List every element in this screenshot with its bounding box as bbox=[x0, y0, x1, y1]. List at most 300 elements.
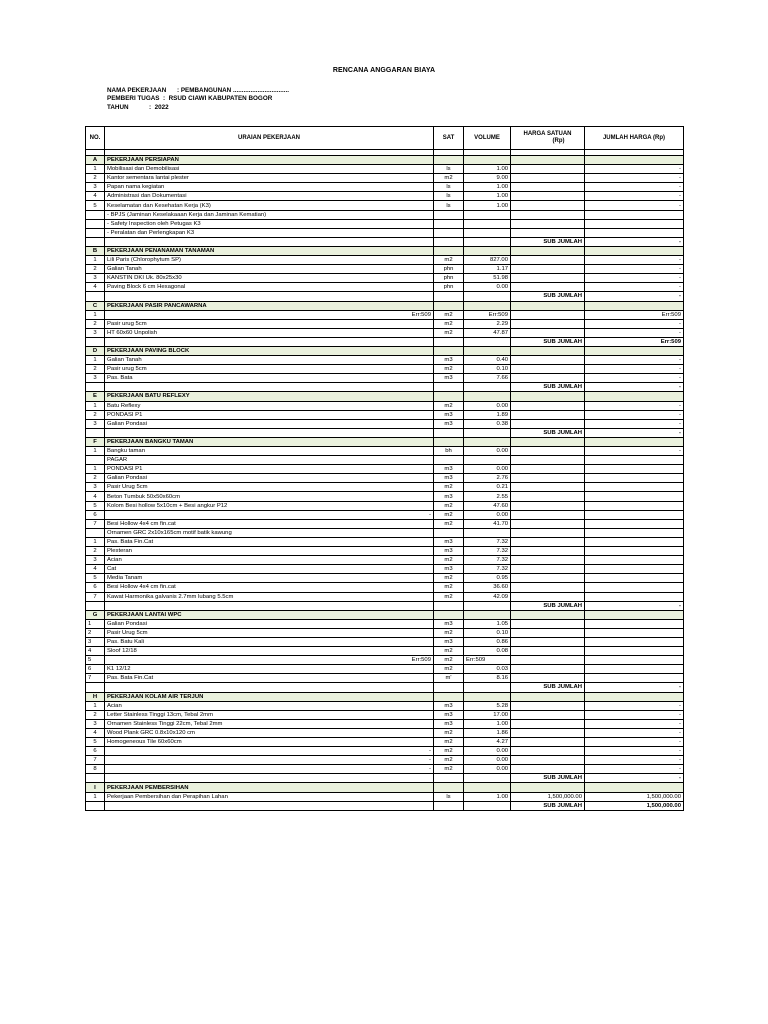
item-number: 5 bbox=[86, 501, 105, 510]
item-unit: m3 bbox=[434, 356, 464, 365]
table-row bbox=[86, 710, 684, 719]
item-volume: 827.00 bbox=[464, 256, 511, 265]
item-unit-price bbox=[511, 192, 585, 201]
table-row bbox=[86, 265, 684, 274]
table-row bbox=[86, 228, 684, 237]
item-description: Pas. Bata bbox=[105, 374, 434, 383]
item-volume: 0.00 bbox=[464, 747, 511, 756]
item-description: Err:509 bbox=[105, 310, 434, 319]
empty-cell bbox=[86, 428, 105, 437]
item-number: 1 bbox=[86, 537, 105, 546]
table-row bbox=[86, 556, 684, 565]
item-total: - bbox=[585, 719, 684, 728]
empty-cell bbox=[105, 428, 434, 437]
item-unit: m2 bbox=[434, 656, 464, 665]
item-total bbox=[585, 519, 684, 528]
item-description: Sloof 12/18 bbox=[105, 647, 434, 656]
item-unit: m2 bbox=[434, 365, 464, 374]
table-row bbox=[86, 647, 684, 656]
item-unit-price bbox=[511, 528, 585, 537]
item-unit: m3 bbox=[434, 710, 464, 719]
item-unit-price bbox=[511, 628, 585, 637]
empty-cell bbox=[511, 692, 585, 701]
item-volume: 0.10 bbox=[464, 365, 511, 374]
section-row bbox=[86, 156, 684, 165]
meta-separator: : bbox=[149, 103, 152, 111]
item-unit-price bbox=[511, 492, 585, 501]
item-unit-price bbox=[511, 374, 585, 383]
item-number: 3 bbox=[86, 419, 105, 428]
item-volume: 47.60 bbox=[464, 501, 511, 510]
item-unit: m3 bbox=[434, 637, 464, 646]
item-description: Pekerjaan Pembersihan dan Perapihan Lahan bbox=[105, 792, 434, 801]
rab-table bbox=[85, 126, 684, 811]
item-number bbox=[86, 210, 105, 219]
item-number: 5 bbox=[86, 656, 105, 665]
item-description: PAGAR bbox=[105, 456, 434, 465]
item-volume: 0.00 bbox=[464, 447, 511, 456]
item-total: - bbox=[585, 747, 684, 756]
item-unit-price bbox=[511, 565, 585, 574]
table-row bbox=[86, 401, 684, 410]
item-number: 1 bbox=[86, 701, 105, 710]
item-unit: m2 bbox=[434, 556, 464, 565]
subtotal-label: SUB JUMLAH bbox=[511, 292, 585, 301]
item-number: 4 bbox=[86, 565, 105, 574]
empty-cell bbox=[86, 601, 105, 610]
item-total bbox=[585, 574, 684, 583]
section-row bbox=[86, 437, 684, 446]
empty-cell bbox=[464, 774, 511, 783]
item-description: Kolom Besi hollow 5x10cm + Besi angkur P12 bbox=[105, 501, 434, 510]
item-number: 4 bbox=[86, 647, 105, 656]
item-unit-price bbox=[511, 465, 585, 474]
table-row bbox=[86, 628, 684, 637]
item-unit: m3 bbox=[434, 701, 464, 710]
empty-cell bbox=[511, 301, 585, 310]
empty-cell bbox=[464, 292, 511, 301]
empty-cell bbox=[434, 301, 464, 310]
empty-cell bbox=[511, 246, 585, 255]
empty-cell bbox=[86, 337, 105, 346]
empty-cell bbox=[434, 437, 464, 446]
item-unit-price bbox=[511, 701, 585, 710]
table-row bbox=[86, 619, 684, 628]
item-unit-price bbox=[511, 256, 585, 265]
section-row bbox=[86, 692, 684, 701]
item-unit-price bbox=[511, 547, 585, 556]
item-unit: m2 bbox=[434, 174, 464, 183]
table-row bbox=[86, 537, 684, 546]
table-row bbox=[86, 219, 684, 228]
item-volume: 1.00 bbox=[464, 719, 511, 728]
table-body bbox=[86, 150, 684, 811]
item-unit: m2 bbox=[434, 665, 464, 674]
item-description: Letter Stainless Tinggi 13cm, Tebal 2mm bbox=[105, 710, 434, 719]
item-unit-price bbox=[511, 265, 585, 274]
table-row bbox=[86, 456, 684, 465]
item-description: Pas. Bata Fin.Cat bbox=[105, 537, 434, 546]
table-row bbox=[86, 483, 684, 492]
item-unit bbox=[434, 528, 464, 537]
item-description: - bbox=[105, 510, 434, 519]
item-unit: m2 bbox=[434, 747, 464, 756]
empty-cell bbox=[585, 783, 684, 792]
subtotal-value: - bbox=[585, 683, 684, 692]
table-row bbox=[86, 501, 684, 510]
subtotal-label: SUB JUMLAH bbox=[511, 801, 585, 810]
item-unit: m2 bbox=[434, 592, 464, 601]
header-jumlah-harga: JUMLAH HARGA (Rp) bbox=[585, 127, 684, 150]
item-number: 3 bbox=[86, 637, 105, 646]
item-number: 1 bbox=[86, 256, 105, 265]
section-title: PEKERJAAN PENANAMAN TANAMAN bbox=[105, 246, 434, 255]
subtotal-value: - bbox=[585, 774, 684, 783]
item-unit-price bbox=[511, 483, 585, 492]
section-row bbox=[86, 610, 684, 619]
item-unit: m3 bbox=[434, 410, 464, 419]
item-description: Cat bbox=[105, 565, 434, 574]
subtotal-row bbox=[86, 383, 684, 392]
item-unit-price bbox=[511, 219, 585, 228]
empty-cell bbox=[511, 610, 585, 619]
empty-cell bbox=[434, 783, 464, 792]
item-number: 3 bbox=[86, 556, 105, 565]
item-volume: 1.89 bbox=[464, 410, 511, 419]
subtotal-label: SUB JUMLAH bbox=[511, 683, 585, 692]
section-row bbox=[86, 392, 684, 401]
table-row bbox=[86, 201, 684, 210]
item-description: Batu Reflexy bbox=[105, 401, 434, 410]
item-unit: m2 bbox=[434, 738, 464, 747]
empty-cell bbox=[464, 783, 511, 792]
meta-value: RSUD CIAWI KABUPATEN BOGOR bbox=[168, 95, 273, 103]
item-volume: 1.05 bbox=[464, 619, 511, 628]
item-number: 1 bbox=[86, 401, 105, 410]
item-number: 1 bbox=[86, 310, 105, 319]
item-unit-price bbox=[511, 274, 585, 283]
item-description: Administrasi dan Dokumentasi bbox=[105, 192, 434, 201]
subtotal-value: 1,500,000.00 bbox=[585, 801, 684, 810]
item-total: - bbox=[585, 419, 684, 428]
item-number: 2 bbox=[86, 410, 105, 419]
item-unit: m2 bbox=[434, 583, 464, 592]
subtotal-label: SUB JUMLAH bbox=[511, 237, 585, 246]
item-description: KANSTIN DKI Uk. 80x25x30 bbox=[105, 274, 434, 283]
item-description: Galian Tanah bbox=[105, 356, 434, 365]
empty-cell bbox=[585, 246, 684, 255]
item-description: Pas. Batu Kali bbox=[105, 637, 434, 646]
item-total: - bbox=[585, 365, 684, 374]
header-volume: VOLUME bbox=[464, 127, 511, 150]
section-title: PEKERJAAN KOLAM AIR TERJUN bbox=[105, 692, 434, 701]
item-total bbox=[585, 647, 684, 656]
item-unit-price: 1,500,000.00 bbox=[511, 792, 585, 801]
empty-cell bbox=[105, 292, 434, 301]
item-number: 2 bbox=[86, 710, 105, 719]
empty-cell bbox=[434, 392, 464, 401]
empty-cell bbox=[434, 801, 464, 810]
table-header-row bbox=[86, 127, 684, 150]
item-number bbox=[86, 456, 105, 465]
table-row bbox=[86, 374, 684, 383]
item-unit: m2 bbox=[434, 628, 464, 637]
section-code: F bbox=[86, 437, 105, 446]
item-description: - bbox=[105, 756, 434, 765]
item-unit-price bbox=[511, 510, 585, 519]
item-unit: bh bbox=[434, 447, 464, 456]
section-title: PEKERJAAN PERSIAPAN bbox=[105, 156, 434, 165]
empty-cell bbox=[464, 156, 511, 165]
item-volume: 7.66 bbox=[464, 374, 511, 383]
item-volume: 4.27 bbox=[464, 738, 511, 747]
item-description: Besi Hollow 4x4 cm fin.cat bbox=[105, 519, 434, 528]
item-unit: m2 bbox=[434, 756, 464, 765]
empty-cell bbox=[434, 601, 464, 610]
section-title: PEKERJAAN PEMBERSIHAN bbox=[105, 783, 434, 792]
item-unit-price bbox=[511, 710, 585, 719]
item-description: K1 12/12 bbox=[105, 665, 434, 674]
item-unit-price bbox=[511, 656, 585, 665]
section-code: C bbox=[86, 301, 105, 310]
item-total: 1,500,000.00 bbox=[585, 792, 684, 801]
item-total bbox=[585, 583, 684, 592]
item-volume: 9.00 bbox=[464, 174, 511, 183]
item-total bbox=[585, 219, 684, 228]
header-no: NO. bbox=[86, 127, 105, 150]
item-description: Besi Hollow 4x4 cm fin.cat bbox=[105, 583, 434, 592]
item-description: PONDASI P1 bbox=[105, 410, 434, 419]
item-unit: m2 bbox=[434, 401, 464, 410]
item-number: 6 bbox=[86, 510, 105, 519]
item-unit-price bbox=[511, 401, 585, 410]
item-number: 1 bbox=[86, 356, 105, 365]
table-row bbox=[86, 656, 684, 665]
subtotal-label: SUB JUMLAH bbox=[511, 601, 585, 610]
empty-cell bbox=[105, 683, 434, 692]
table-row bbox=[86, 474, 684, 483]
item-unit: phn bbox=[434, 274, 464, 283]
item-description: Kawat Harmonika galvanis 2.7mm lubang 5.5cm bbox=[105, 592, 434, 601]
item-unit: ls bbox=[434, 792, 464, 801]
item-unit: m2 bbox=[434, 765, 464, 774]
item-volume: Err:509 bbox=[464, 310, 511, 319]
item-number: 4 bbox=[86, 283, 105, 292]
item-unit-price bbox=[511, 519, 585, 528]
section-code: D bbox=[86, 346, 105, 355]
item-number: 8 bbox=[86, 765, 105, 774]
empty-cell bbox=[105, 237, 434, 246]
item-total: - bbox=[585, 319, 684, 328]
item-total bbox=[585, 492, 684, 501]
item-description: PONDASI P1 bbox=[105, 465, 434, 474]
table-row bbox=[86, 165, 684, 174]
item-unit-price bbox=[511, 556, 585, 565]
table-row bbox=[86, 765, 684, 774]
item-number: 7 bbox=[86, 674, 105, 683]
item-description: - bbox=[105, 747, 434, 756]
subtotal-label: SUB JUMLAH bbox=[511, 428, 585, 437]
table-row bbox=[86, 174, 684, 183]
subtotal-row bbox=[86, 428, 684, 437]
subtotal-row bbox=[86, 601, 684, 610]
empty-cell bbox=[86, 383, 105, 392]
item-unit: m3 bbox=[434, 474, 464, 483]
document-meta bbox=[107, 87, 289, 112]
item-volume: 0.00 bbox=[464, 765, 511, 774]
item-total: - bbox=[585, 728, 684, 737]
item-total bbox=[585, 637, 684, 646]
item-unit: m3 bbox=[434, 719, 464, 728]
item-unit: phn bbox=[434, 265, 464, 274]
table-row bbox=[86, 637, 684, 646]
item-volume: 2.29 bbox=[464, 319, 511, 328]
empty-cell bbox=[434, 428, 464, 437]
item-total: - bbox=[585, 710, 684, 719]
subtotal-row bbox=[86, 774, 684, 783]
item-total: - bbox=[585, 165, 684, 174]
item-unit: ls bbox=[434, 192, 464, 201]
item-volume: 2.76 bbox=[464, 474, 511, 483]
item-volume: 7.32 bbox=[464, 556, 511, 565]
item-total: - bbox=[585, 447, 684, 456]
item-volume: 47.87 bbox=[464, 328, 511, 337]
subtotal-label: SUB JUMLAH bbox=[511, 337, 585, 346]
item-total bbox=[585, 556, 684, 565]
item-description: Pasir Urug 5cm bbox=[105, 483, 434, 492]
empty-cell bbox=[86, 237, 105, 246]
section-row bbox=[86, 246, 684, 255]
table-row bbox=[86, 565, 684, 574]
meta-pemberi-tugas bbox=[107, 95, 289, 103]
item-number: 3 bbox=[86, 483, 105, 492]
item-description: Galian Pondasi bbox=[105, 474, 434, 483]
empty-cell bbox=[464, 337, 511, 346]
item-description: Acian bbox=[105, 556, 434, 565]
empty-cell bbox=[434, 237, 464, 246]
item-volume: 7.32 bbox=[464, 547, 511, 556]
item-unit-price bbox=[511, 583, 585, 592]
empty-cell bbox=[434, 774, 464, 783]
subtotal-label: SUB JUMLAH bbox=[511, 774, 585, 783]
empty-cell bbox=[464, 683, 511, 692]
item-unit: m3 bbox=[434, 537, 464, 546]
item-volume bbox=[464, 456, 511, 465]
empty-cell bbox=[464, 428, 511, 437]
empty-cell bbox=[86, 774, 105, 783]
item-total bbox=[585, 483, 684, 492]
item-total: - bbox=[585, 192, 684, 201]
item-unit-price bbox=[511, 283, 585, 292]
empty-cell bbox=[434, 246, 464, 255]
item-unit: m2 bbox=[434, 328, 464, 337]
item-unit-price bbox=[511, 174, 585, 183]
item-number: 1 bbox=[86, 792, 105, 801]
item-volume: 41.70 bbox=[464, 519, 511, 528]
item-volume: 0.10 bbox=[464, 628, 511, 637]
item-volume: 0.38 bbox=[464, 419, 511, 428]
item-unit-price bbox=[511, 765, 585, 774]
item-description: Wood Plank GRC 0.8x10x120 cm bbox=[105, 728, 434, 737]
item-volume: 1.00 bbox=[464, 201, 511, 210]
item-volume: 1.17 bbox=[464, 265, 511, 274]
item-total bbox=[585, 210, 684, 219]
meta-value: PEMBANGUNAN ................................ bbox=[180, 87, 289, 94]
item-total: - bbox=[585, 256, 684, 265]
item-description: - Safety Inspection oleh Petugas K3 bbox=[105, 219, 434, 228]
item-unit-price bbox=[511, 674, 585, 683]
section-row bbox=[86, 783, 684, 792]
item-unit: m2 bbox=[434, 510, 464, 519]
item-unit-price bbox=[511, 537, 585, 546]
item-unit: m3 bbox=[434, 374, 464, 383]
item-description: Pasir urug 5cm bbox=[105, 365, 434, 374]
item-description: Lili Paris (Chlorophytum SP) bbox=[105, 256, 434, 265]
item-number: 2 bbox=[86, 319, 105, 328]
item-total bbox=[585, 592, 684, 601]
item-number: 1 bbox=[86, 619, 105, 628]
item-unit-price bbox=[511, 665, 585, 674]
item-number: 6 bbox=[86, 747, 105, 756]
item-description: Beton Tumbuk 50x50x60cm bbox=[105, 492, 434, 501]
meta-label: NAMA PEKERJAAN bbox=[107, 87, 167, 94]
item-volume: 1.86 bbox=[464, 728, 511, 737]
item-total: - bbox=[585, 328, 684, 337]
empty-cell bbox=[434, 337, 464, 346]
item-number: 6 bbox=[86, 583, 105, 592]
empty-cell bbox=[585, 692, 684, 701]
item-total: - bbox=[585, 765, 684, 774]
table-row bbox=[86, 528, 684, 537]
item-description: Keselamatan dan Kesehatan Kerja (K3) bbox=[105, 201, 434, 210]
empty-cell bbox=[464, 692, 511, 701]
subtotal-value: - bbox=[585, 237, 684, 246]
item-description: HT 60x60 Unpolish bbox=[105, 328, 434, 337]
item-total: - bbox=[585, 738, 684, 747]
table-row bbox=[86, 310, 684, 319]
item-unit: m2 bbox=[434, 519, 464, 528]
section-code: B bbox=[86, 246, 105, 255]
item-description: Bangku taman bbox=[105, 447, 434, 456]
item-volume: 5.28 bbox=[464, 701, 511, 710]
item-unit-price bbox=[511, 447, 585, 456]
item-unit: phn bbox=[434, 283, 464, 292]
item-volume: 0.00 bbox=[464, 283, 511, 292]
empty-cell bbox=[585, 156, 684, 165]
empty-cell bbox=[464, 301, 511, 310]
item-unit-price bbox=[511, 210, 585, 219]
empty-cell bbox=[585, 610, 684, 619]
table-row bbox=[86, 192, 684, 201]
item-unit: m' bbox=[434, 674, 464, 683]
item-number: 1 bbox=[86, 447, 105, 456]
section-row bbox=[86, 346, 684, 355]
item-number: 7 bbox=[86, 756, 105, 765]
item-number: 4 bbox=[86, 492, 105, 501]
item-total: - bbox=[585, 174, 684, 183]
empty-cell bbox=[464, 237, 511, 246]
item-unit-price bbox=[511, 647, 585, 656]
item-total bbox=[585, 474, 684, 483]
item-unit: ls bbox=[434, 183, 464, 192]
item-number: 7 bbox=[86, 519, 105, 528]
section-code: G bbox=[86, 610, 105, 619]
empty-cell bbox=[434, 683, 464, 692]
item-description: - BPJS (Jaminan Keselakaaan Kerja dan Jaminan Kematian) bbox=[105, 210, 434, 219]
item-number: 3 bbox=[86, 183, 105, 192]
empty-cell bbox=[434, 346, 464, 355]
empty-cell bbox=[511, 156, 585, 165]
